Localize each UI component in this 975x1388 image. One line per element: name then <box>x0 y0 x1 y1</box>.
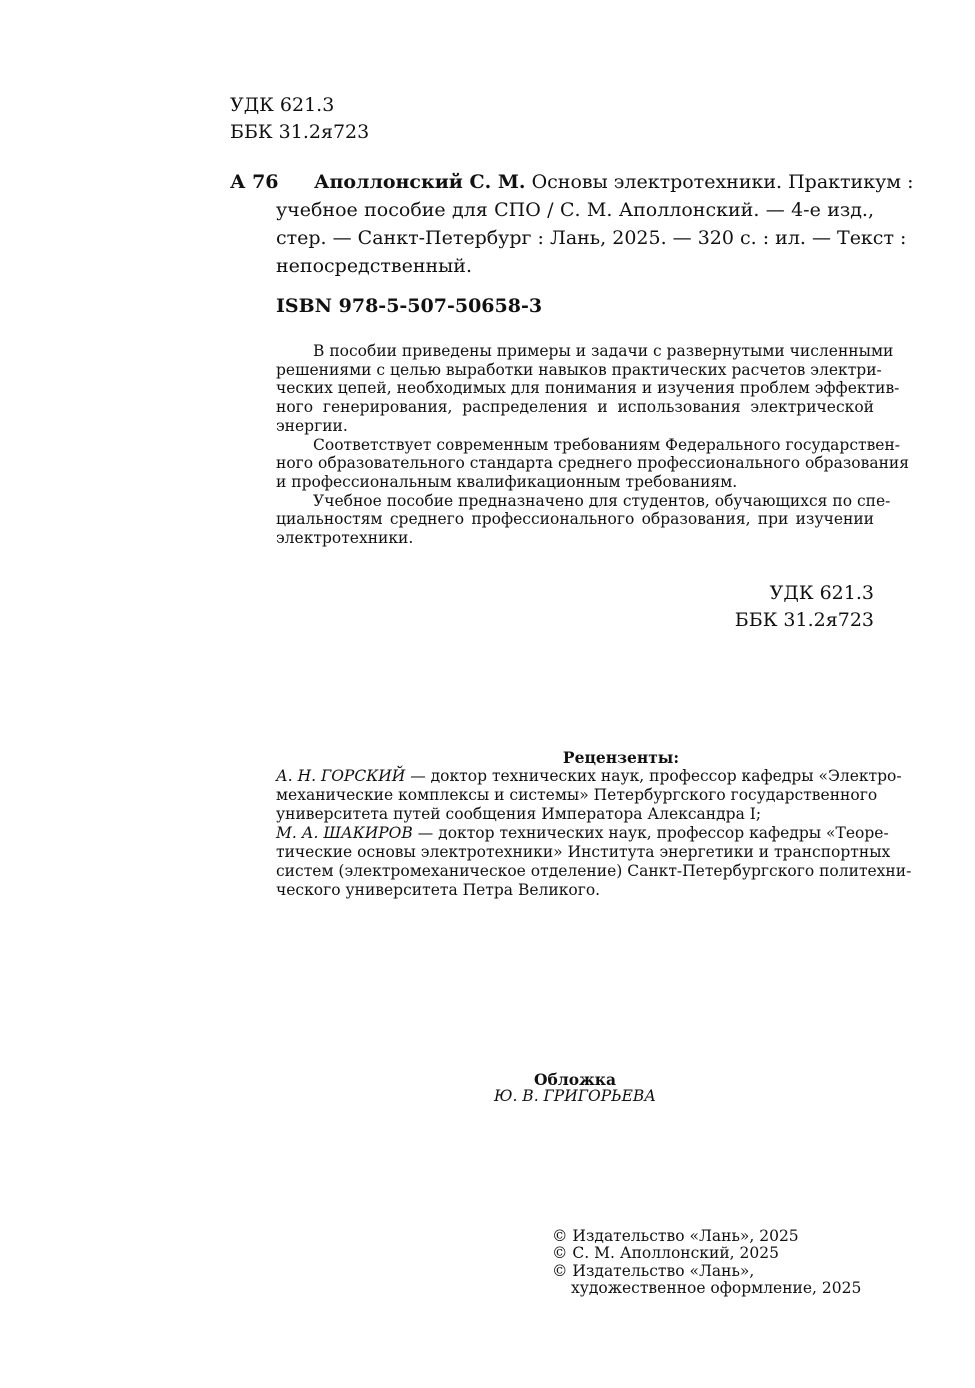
annotation <box>276 342 910 548</box>
annotation-line: Соответствует современным требованиям Федерального государствен- <box>313 435 901 454</box>
bibliographic-entry <box>276 168 914 280</box>
entry-line: стер. — Санкт-Петербург : Лань, 2025. — 320 с. : ил. — Текст : <box>276 227 907 249</box>
cover-designer: Ю. В. ГРИГОРЬЕВА <box>493 1087 657 1105</box>
annotation-line: и профессиональным квалификационным требованиям. <box>276 472 738 491</box>
entry-line: Аполлонский С. М. Основы электротехники. Практикум : <box>314 171 914 193</box>
annotation-line: ческих цепей, необходимых для понимания и изучения проблем эффектив- <box>276 379 900 398</box>
author-name: Аполлонский С. М. <box>314 171 526 193</box>
copyright-block <box>552 1228 861 1297</box>
annotation-line: энергии. <box>276 416 348 435</box>
annotation-line: циальностям среднего профессионального образования, при изучении <box>276 510 874 529</box>
reviewer-name: А. Н. ГОРСКИЙ <box>276 767 406 785</box>
reviewer-line: ческого университета Петра Великого. <box>276 881 601 899</box>
reviewers-title: Рецензенты: <box>562 748 680 767</box>
entry-line: непосредственный. <box>276 255 473 277</box>
classification-right <box>600 580 874 634</box>
classification-top <box>230 92 369 146</box>
bbk-code: ББК 31.2я723 <box>734 609 874 631</box>
annotation-line: электротехники. <box>276 529 414 548</box>
reviewer-line: М. А. ШАКИРОВ — доктор технических наук, профессор кафедры «Теоре- <box>276 824 889 842</box>
copyright-line: © С. М. Аполлонский, 2025 <box>552 1244 779 1263</box>
copyright-line: © Издательство «Лань», 2025 <box>552 1227 799 1245</box>
copyright-line: художественное оформление, 2025 <box>571 1278 862 1297</box>
bbk-code: ББК 31.2я723 <box>230 121 370 143</box>
reviewer-line: А. Н. ГОРСКИЙ — доктор технических наук, профессор кафедры «Электро- <box>276 767 902 785</box>
copyright-line: © Издательство «Лань», <box>552 1261 755 1280</box>
isbn: ISBN 978-5-507-50658-3 <box>276 295 543 317</box>
annotation-line: В пособии приведены примеры и задачи с развернутыми численными <box>313 342 894 360</box>
entry-line: учебное пособие для СПО / С. М. Аполлонский. — 4-е изд., <box>276 199 874 221</box>
reviewer-line: тические основы электротехники» Института энергетики и транспортных <box>276 843 891 861</box>
annotation-line: Учебное пособие предназначено для студентов, обучающихся по спе- <box>313 491 891 510</box>
reviewer-line: систем (электромеханическое отделение) Санкт-Петербургского политехни- <box>276 862 912 880</box>
reviewer-name: М. А. ШАКИРОВ <box>276 824 413 842</box>
annotation-line: решениями с целью выработки навыков практических расчетов электри- <box>276 360 882 379</box>
udk-code: УДК 621.3 <box>230 94 335 116</box>
annotation-line: ного образовательного стандарта среднего профессионального образования <box>276 454 910 473</box>
annotation-line: ного генерирования, распределения и использования электрической <box>276 398 874 417</box>
reviewers-list <box>276 767 912 900</box>
reviewer-line: механические комплексы и системы» Петербургского государственного <box>276 786 878 804</box>
udk-code: УДК 621.3 <box>769 582 874 604</box>
reviewer-line: университета путей сообщения Императора Александра I; <box>276 805 762 823</box>
author-mark: А 76 <box>230 171 279 193</box>
cover-title: Обложка <box>534 1070 616 1089</box>
